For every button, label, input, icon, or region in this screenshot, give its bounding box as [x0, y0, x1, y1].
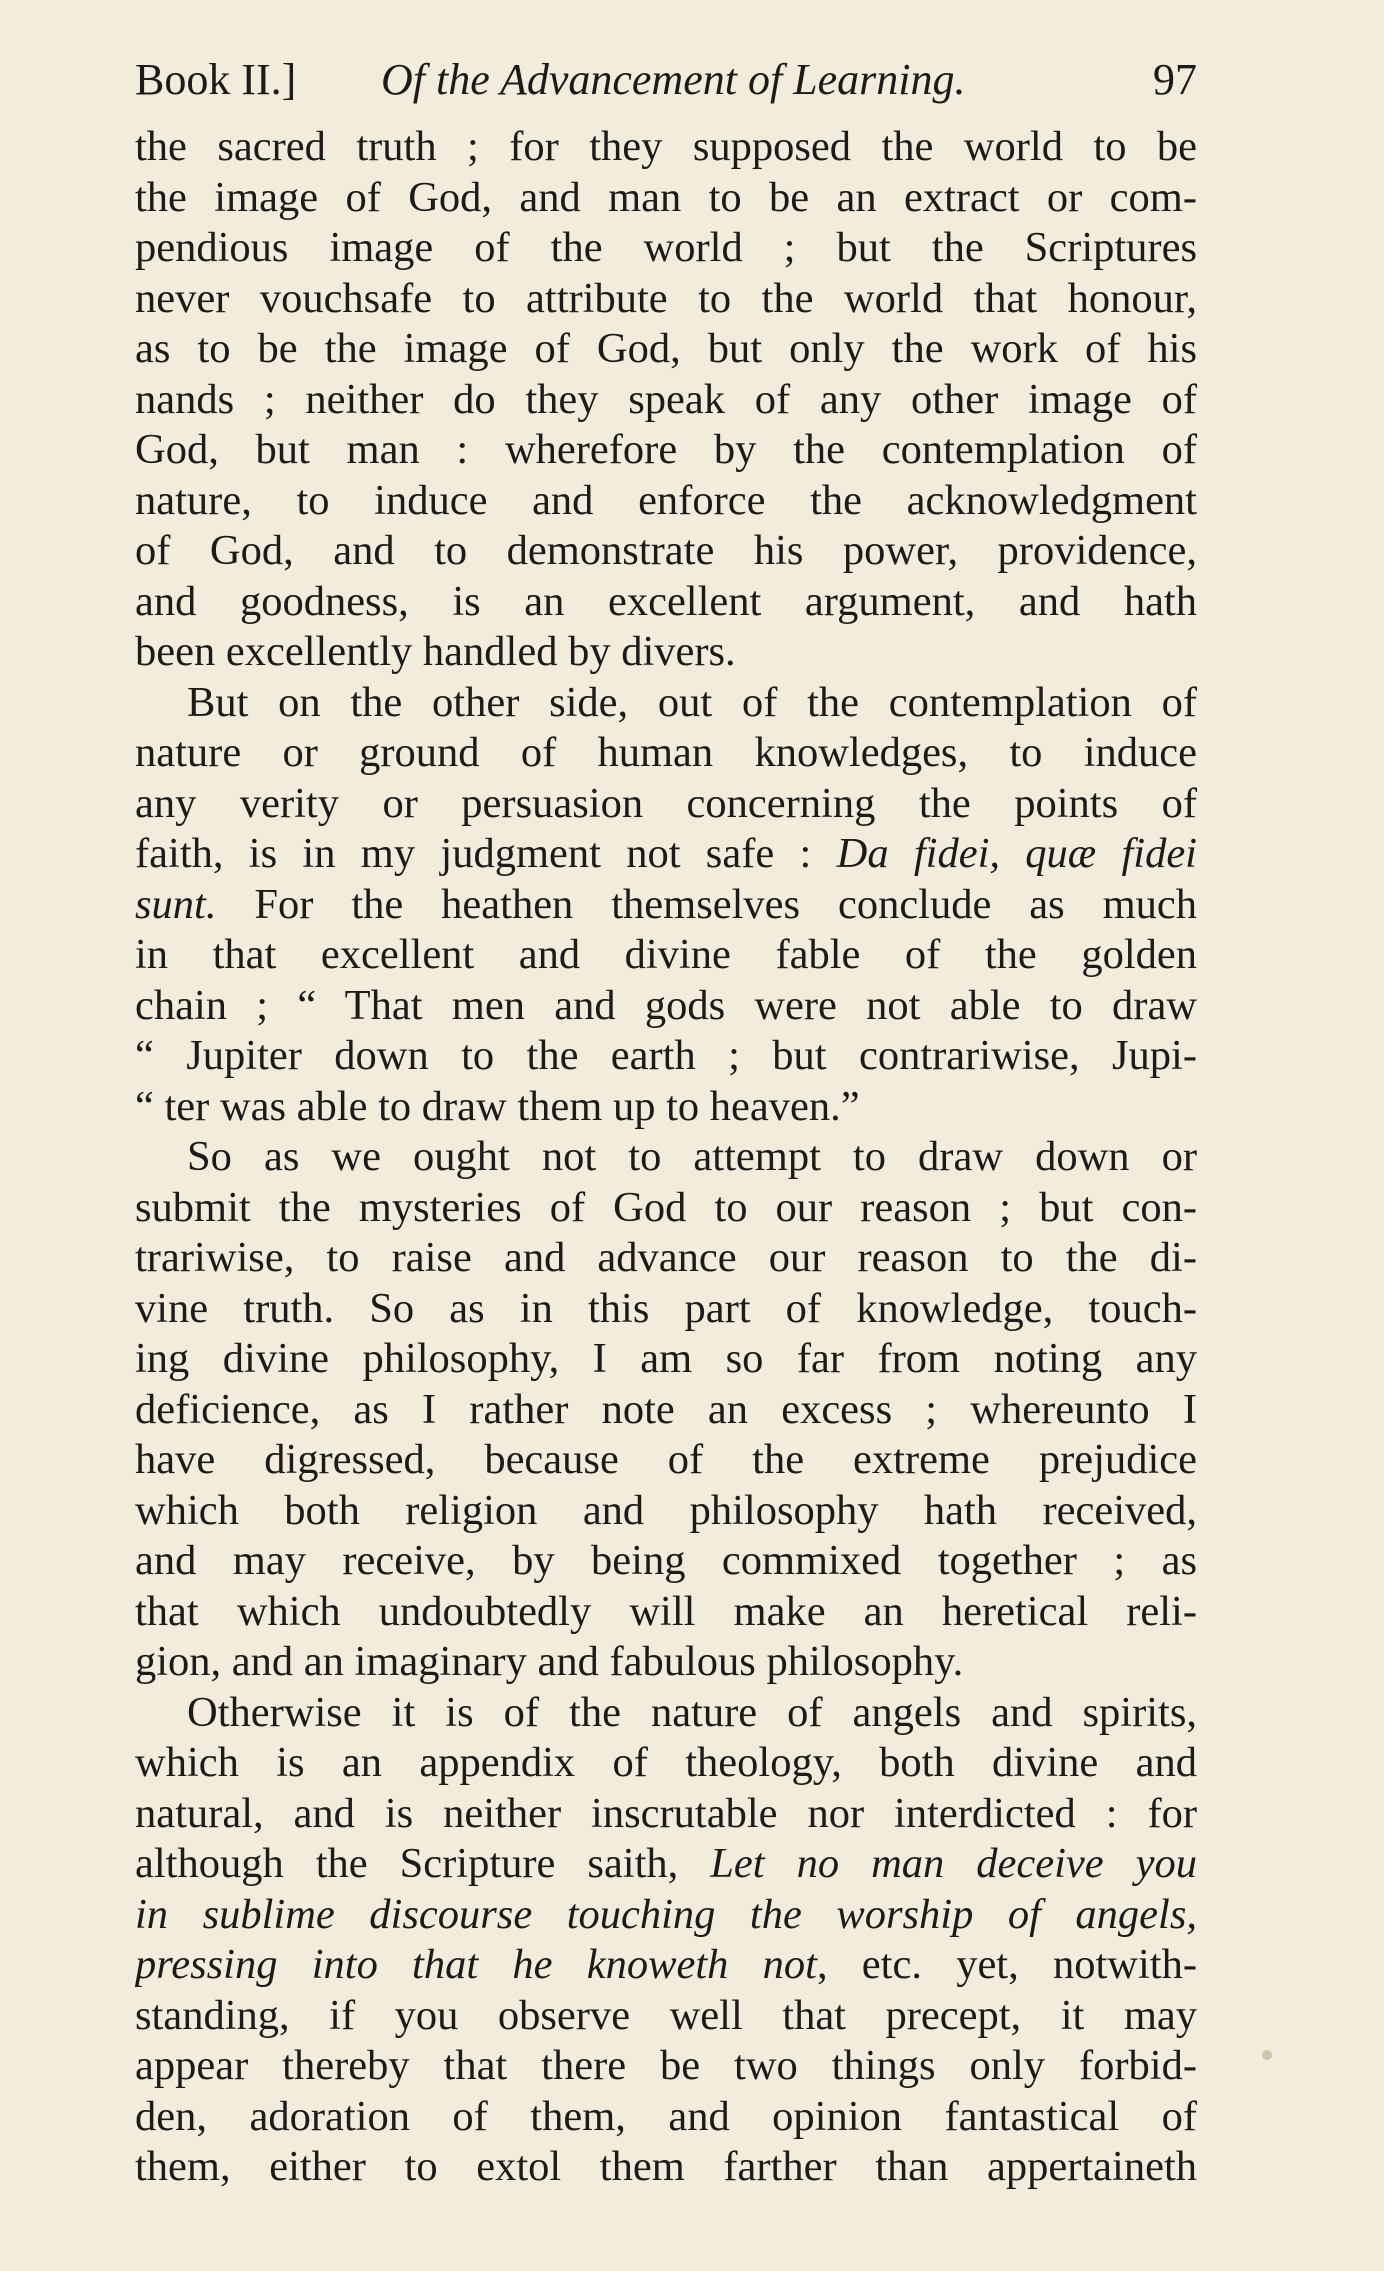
text-segment: them, either to extol them farther than appertaineth — [135, 2143, 1197, 2190]
header-title: Of the Advancement of Learning. — [381, 55, 966, 104]
text-line — [135, 1233, 1197, 1284]
text-segment: chain ; “ That men and gods were not able to draw — [135, 981, 1197, 1029]
text-line — [135, 2041, 1197, 2092]
text-line — [135, 425, 1197, 476]
text-segment: never vouchsafe to attribute to the world that honour, — [135, 274, 1197, 322]
text-segment: nands ; neither do they speak of any other image of — [135, 375, 1197, 423]
text-segment: in that excellent and divine fable of the golden — [135, 931, 1197, 978]
text-line — [135, 678, 1197, 729]
text-line — [135, 930, 1197, 981]
text-segment: as to be the image of God, but only the work of his — [135, 325, 1197, 372]
text-segment: of God, and to demonstrate his power, providence, — [135, 527, 1197, 574]
text-line — [135, 1637, 1197, 1688]
text-line — [135, 1435, 1197, 1486]
text-segment: vine truth. So as in this part of knowledge, touch- — [135, 1284, 1197, 1332]
text-segment: “ ter was able to draw them up to heaven.” — [135, 1082, 860, 1130]
text-line — [135, 375, 1197, 426]
text-line — [135, 1284, 1197, 1335]
text-line — [135, 1991, 1197, 2042]
text-line — [135, 577, 1197, 628]
text-line — [135, 1789, 1197, 1840]
text-segment: “ Jupiter down to the earth ; but contrariwise, Jupi- — [135, 1032, 1197, 1079]
text-segment: trariwise, to raise and advance our reason to the di- — [135, 1234, 1197, 1281]
text-line — [135, 1890, 1197, 1941]
text-line — [135, 1183, 1197, 1234]
text-line — [135, 2092, 1197, 2143]
text-segment: which both religion and philosophy hath received, — [135, 1486, 1197, 1534]
text-line — [135, 324, 1197, 375]
text-line — [135, 476, 1197, 527]
text-line — [135, 1334, 1197, 1385]
text-segment: So as we ought not to attempt to draw down or — [187, 1133, 1197, 1180]
italic-text-segment: Da fidei, quæ fidei — [836, 830, 1197, 877]
text-line — [135, 981, 1197, 1032]
text-line — [135, 1738, 1197, 1789]
text-segment: nature, to induce and enforce the acknowledgment — [135, 476, 1197, 524]
text-line — [135, 1940, 1197, 1991]
text-segment: and goodness, is an excellent argument, and hath — [135, 577, 1197, 625]
paper-speck — [1262, 2050, 1272, 2060]
text-line — [135, 880, 1197, 931]
text-segment: any verity or persuasion concerning the points of — [135, 779, 1197, 827]
text-line — [135, 829, 1197, 880]
text-segment: gion, and an imaginary and fabulous philosophy. — [135, 1638, 964, 1685]
text-segment: For the heathen themselves conclude as much — [216, 880, 1197, 928]
text-segment: appear thereby that there be two things only forbid- — [135, 2042, 1197, 2089]
text-segment: and may receive, by being commixed together ; as — [135, 1537, 1197, 1584]
text-segment: that which undoubtedly will make an heretical reli- — [135, 1587, 1197, 1635]
text-line — [135, 1486, 1197, 1537]
text-segment: nature or ground of human knowledges, to induce — [135, 729, 1197, 776]
text-segment: have digressed, because of the extreme prejudice — [135, 1436, 1197, 1483]
text-segment: , etc. yet, notwith- — [816, 1941, 1197, 1988]
text-segment: den, adoration of them, and opinion fantastical of — [135, 2092, 1197, 2140]
text-line — [135, 779, 1197, 830]
text-segment: faith, is in my judgment not safe : — [135, 830, 837, 877]
italic-text-segment: pressing into that he knoweth not — [135, 1941, 817, 1988]
text-line — [135, 173, 1197, 224]
text-segment: God, but man : wherefore by the contemplation of — [135, 426, 1197, 473]
text-segment: although the Scripture saith, — [135, 1840, 711, 1887]
italic-text-segment: Let no man deceive you — [710, 1840, 1197, 1887]
text-line — [135, 1587, 1197, 1638]
text-line — [135, 1536, 1197, 1587]
text-segment: Otherwise it is of the nature of angels and spirits, — [187, 1688, 1197, 1736]
text-line — [135, 1031, 1197, 1082]
running-header — [135, 50, 1197, 110]
text-segment: pendious image of the world ; but the Scriptures — [135, 224, 1197, 271]
text-line — [135, 627, 1197, 678]
text-line — [135, 1385, 1197, 1436]
text-segment: the image of God, and man to be an extract or com- — [135, 173, 1197, 221]
text-segment: But on the other side, out of the contemplation of — [187, 678, 1197, 726]
text-segment: submit the mysteries of God to our reason ; but con- — [135, 1183, 1197, 1231]
text-segment: the sacred truth ; for they supposed the world to be — [135, 123, 1197, 170]
text-segment: which is an appendix of theology, both divine and — [135, 1739, 1197, 1786]
text-segment: deficience, as I rather note an excess ; whereunto I — [135, 1385, 1197, 1433]
text-line — [135, 1839, 1197, 1890]
text-segment: standing, if you observe well that precept, it may — [135, 1991, 1197, 2039]
text-line — [135, 728, 1197, 779]
text-line — [135, 122, 1197, 173]
body-text — [135, 122, 1197, 2193]
text-segment: natural, and is neither inscrutable nor interdicted : for — [135, 1789, 1197, 1837]
text-line — [135, 1688, 1197, 1739]
text-line — [135, 526, 1197, 577]
italic-text-segment: in sublime discourse touching the worship of angels, — [135, 1890, 1197, 1938]
text-line — [135, 1132, 1197, 1183]
text-segment: ing divine philosophy, I am so far from noting any — [135, 1335, 1197, 1382]
header-book-label: Book II.] — [135, 55, 297, 104]
text-line — [135, 274, 1197, 325]
text-line — [135, 223, 1197, 274]
italic-text-segment: sunt. — [135, 880, 217, 928]
text-line — [135, 1082, 1197, 1133]
page-number: 97 — [1153, 55, 1197, 104]
text-segment: been excellently handled by divers. — [135, 628, 736, 675]
text-line — [135, 2142, 1197, 2193]
